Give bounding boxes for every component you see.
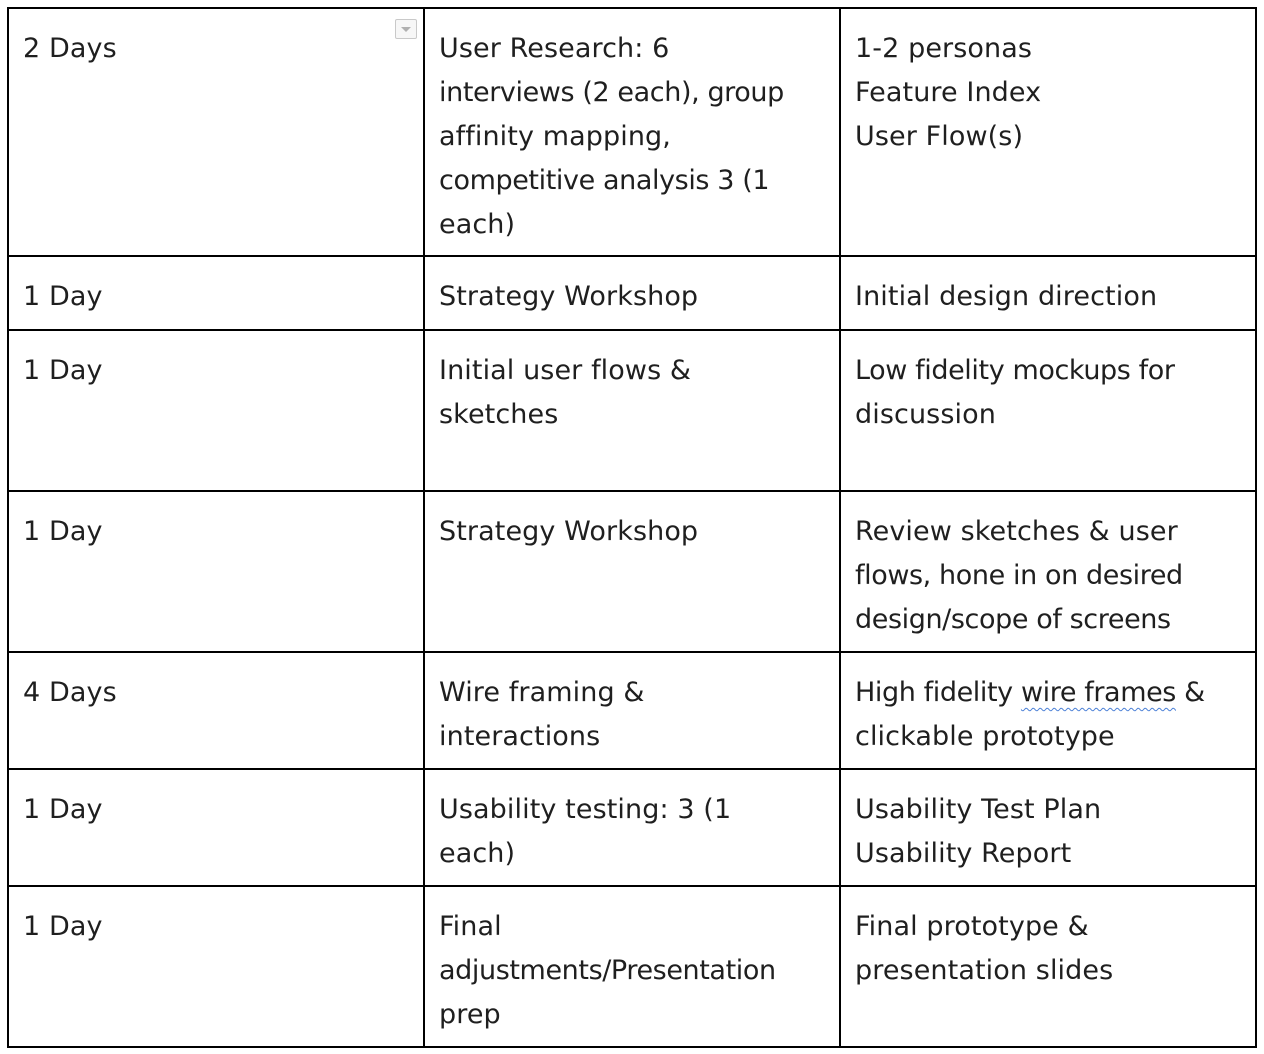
- deliverable-cell[interactable]: [840, 491, 1256, 652]
- deliverable-line: design/scope of screens: [855, 604, 1171, 635]
- deliverable-suffix: &: [1175, 677, 1205, 708]
- duration-text: 1 Day: [23, 911, 103, 942]
- duration-text: 1 Day: [23, 281, 103, 312]
- deliverable-line: flows, hone in on desired: [855, 560, 1183, 591]
- duration-cell[interactable]: [8, 652, 424, 769]
- deliverable-prefix: High fidelity: [855, 677, 1021, 708]
- duration-text: 1 Day: [23, 355, 103, 386]
- deliverable-line: Review sketches & user: [855, 516, 1178, 547]
- deliverable-cell[interactable]: [840, 652, 1256, 769]
- schedule-table: [7, 7, 1257, 1048]
- table-row: [8, 769, 1256, 886]
- activity-line: Strategy Workshop: [439, 281, 699, 312]
- deliverable-cell[interactable]: [840, 769, 1256, 886]
- activity-line: Final: [439, 911, 502, 942]
- deliverable-line: clickable prototype: [855, 721, 1115, 752]
- activity-cell[interactable]: [424, 652, 840, 769]
- cell-menu-button[interactable]: [395, 19, 417, 39]
- chevron-down-icon: [396, 20, 416, 38]
- activity-cell[interactable]: [424, 769, 840, 886]
- activity-line: affinity mapping,: [439, 121, 671, 152]
- deliverable-cell[interactable]: [840, 256, 1256, 330]
- duration-cell[interactable]: [8, 491, 424, 652]
- deliverable-line: Final prototype &: [855, 911, 1089, 942]
- duration-cell[interactable]: [8, 769, 424, 886]
- table-row: [8, 886, 1256, 1047]
- activity-line: User Research: 6: [439, 33, 670, 64]
- activity-line: each): [439, 838, 516, 869]
- deliverable-line: Usability Test Plan: [855, 794, 1102, 825]
- duration-text: 1 Day: [23, 794, 103, 825]
- table-row: [8, 652, 1256, 769]
- activity-line: Strategy Workshop: [439, 516, 699, 547]
- activity-line: interviews (2 each), group: [439, 77, 784, 108]
- activity-line: Usability testing: 3 (1: [439, 794, 732, 825]
- table-row: [8, 256, 1256, 330]
- activity-cell[interactable]: [424, 886, 840, 1047]
- table-row: [8, 330, 1256, 491]
- deliverable-line: [855, 671, 1247, 715]
- activity-line: adjustments/Presentation: [439, 955, 776, 986]
- activity-line: prep: [439, 999, 501, 1030]
- activity-cell[interactable]: [424, 256, 840, 330]
- duration-cell[interactable]: [8, 256, 424, 330]
- activity-line: sketches: [439, 399, 559, 430]
- duration-cell[interactable]: [8, 330, 424, 491]
- deliverable-line: Initial design direction: [855, 281, 1158, 312]
- duration-text: 1 Day: [23, 516, 103, 547]
- deliverable-line: Feature Index: [855, 77, 1042, 108]
- deliverable-line: Low fidelity mockups for: [855, 355, 1175, 386]
- duration-cell[interactable]: [8, 886, 424, 1047]
- activity-line: Wire framing &: [439, 677, 645, 708]
- activity-cell[interactable]: [424, 491, 840, 652]
- activity-line: competitive analysis 3 (1: [439, 165, 770, 196]
- duration-text: 2 Days: [23, 33, 117, 64]
- activity-cell[interactable]: [424, 8, 840, 256]
- spellcheck-flagged-text[interactable]: wire frames: [1020, 677, 1176, 708]
- deliverable-line: 1-2 personas: [855, 33, 1033, 64]
- activity-cell[interactable]: [424, 330, 840, 491]
- duration-cell[interactable]: [8, 8, 424, 256]
- deliverable-cell[interactable]: [840, 8, 1256, 256]
- table-row: [8, 8, 1256, 256]
- deliverable-line: discussion: [855, 399, 996, 430]
- duration-text: 4 Days: [23, 677, 117, 708]
- deliverable-line: User Flow(s): [855, 121, 1024, 152]
- activity-line: Initial user flows &: [439, 355, 692, 386]
- table-row: [8, 491, 1256, 652]
- deliverable-cell[interactable]: [840, 330, 1256, 491]
- deliverable-line: presentation slides: [855, 955, 1114, 986]
- activity-line: each): [439, 209, 516, 240]
- deliverable-cell[interactable]: [840, 886, 1256, 1047]
- deliverable-line: Usability Report: [855, 838, 1072, 869]
- activity-line: interactions: [439, 721, 601, 752]
